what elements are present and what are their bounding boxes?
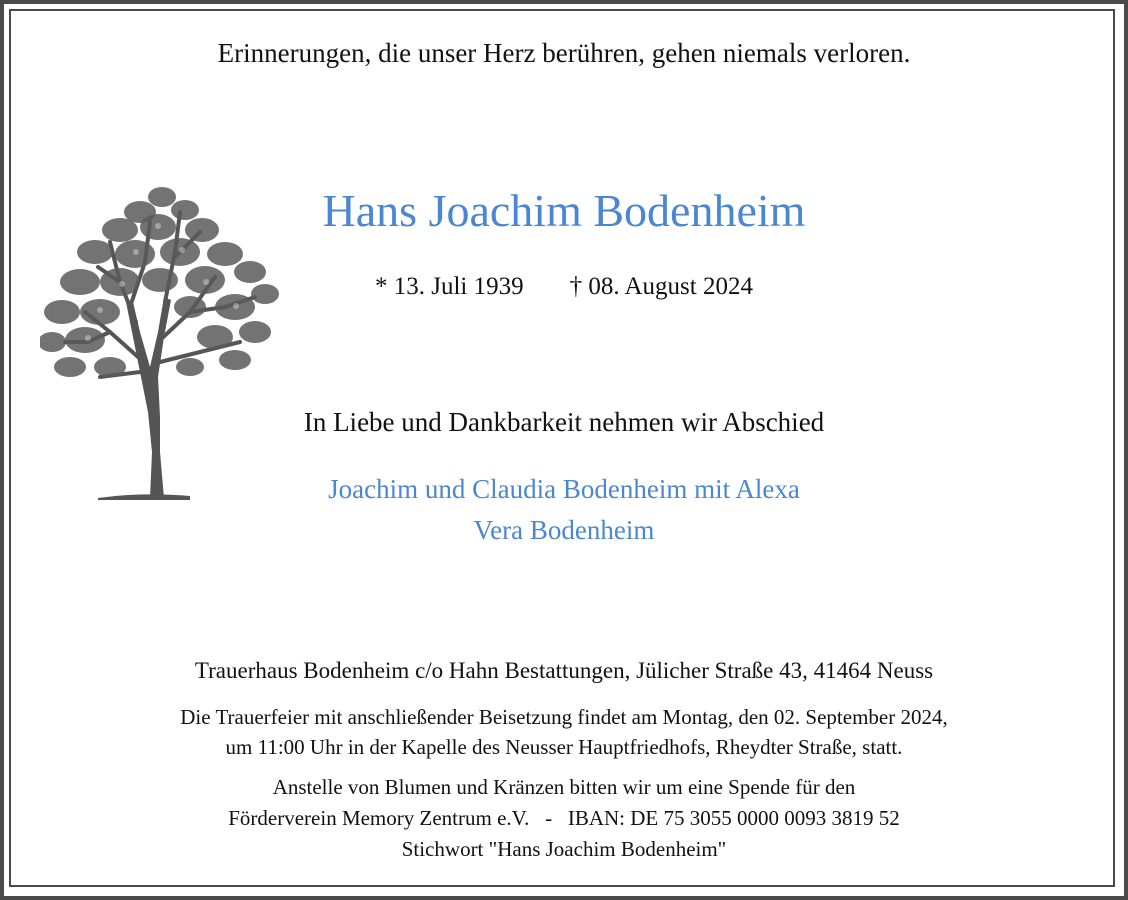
mourning-house-address: Trauerhaus Bodenheim c/o Hahn Bestattungen, Jülicher Straße 43, 41464 Neuss [194, 658, 934, 683]
death-date: † 08. August 2024 [569, 273, 753, 300]
donation-line-2: Förderverein Memory Zentrum e.V. - IBAN: DE 75 3055 0000 0093 3819 52 [228, 806, 900, 830]
farewell-text: In Liebe und Dankbarkeit nehmen wir Abschied [303, 407, 825, 437]
service-line-2: um 11:00 Uhr in der Kapelle des Neusser Hauptfriedhofs, Rheydter Straße, statt. [225, 735, 903, 759]
deceased-name: Hans Joachim Bodenheim [322, 185, 806, 236]
service-line-1: Die Trauerfeier mit anschließender Beisetzung findet am Montag, den 02. September 2024, [180, 705, 948, 729]
birth-date: * 13. Juli 1939 [375, 273, 524, 300]
dates-line [0, 273, 1128, 301]
family-line-2: Vera Bodenheim [473, 515, 655, 545]
donation-line-1: Anstelle von Blumen und Kränzen bitten wir um eine Spende für den [272, 775, 856, 799]
motto-text: Erinnerungen, die unser Herz berühren, gehen niemals verloren. [217, 38, 911, 68]
donation-line-3: Stichwort "Hans Joachim Bodenheim" [401, 837, 727, 861]
family-line-1: Joachim und Claudia Bodenheim mit Alexa [328, 474, 800, 504]
